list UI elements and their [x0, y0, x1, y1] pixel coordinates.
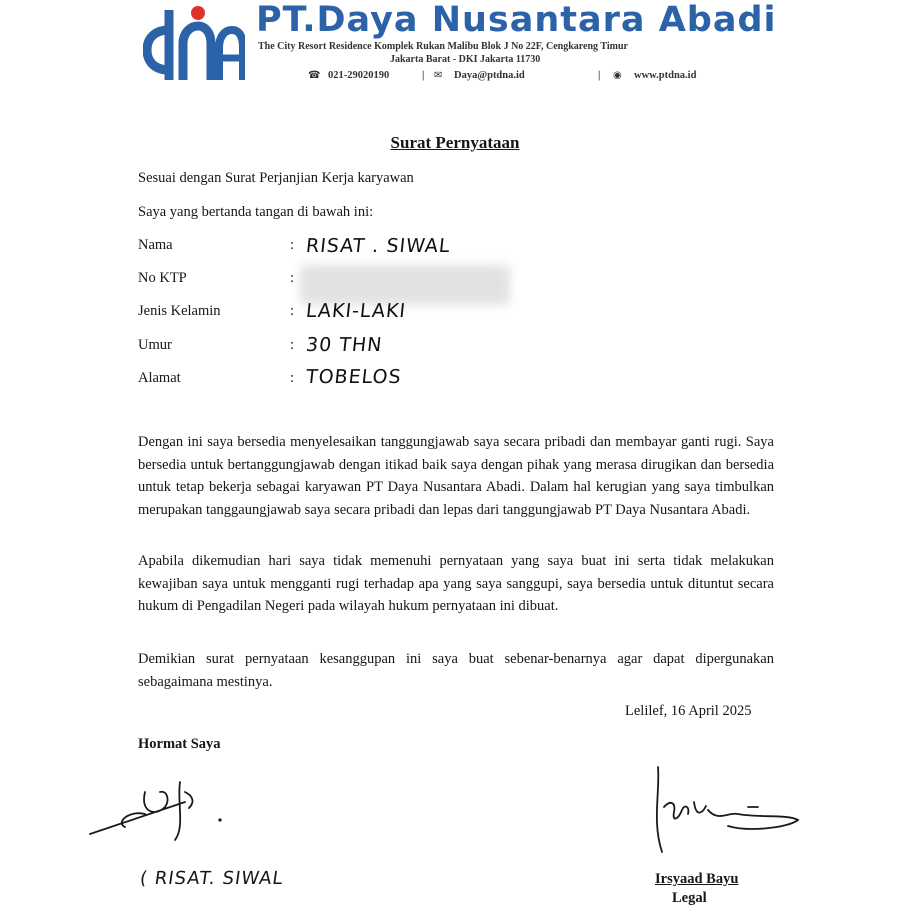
handwritten-age: 30 THN: [304, 334, 384, 356]
company-logo: [143, 4, 245, 84]
email-address: Daya@ptdna.id: [454, 70, 525, 81]
place-date: Lelilef, 16 April 2025: [625, 703, 752, 719]
signature-right: [648, 762, 818, 862]
field-colon: :: [290, 237, 295, 253]
handwritten-gender: LAKI-LAKI: [304, 300, 408, 322]
separator: |: [422, 70, 425, 81]
website: www.ptdna.id: [634, 70, 697, 81]
address-line-2: Jakarta Barat - DKI Jakarta 11730: [390, 54, 541, 65]
field-colon: :: [290, 270, 295, 286]
field-colon: :: [290, 337, 295, 353]
redacted-ktp-number: [300, 265, 510, 305]
phone-icon: ☎: [308, 70, 321, 81]
field-colon: :: [290, 303, 295, 319]
signer-left-name: ( RISAT. SIWAL: [138, 868, 285, 889]
signature-left: [85, 772, 235, 852]
intro-line-1: Sesuai dengan Surat Perjanjian Kerja karyawan: [138, 170, 414, 186]
address-line-1: The City Resort Residence Komplek Rukan Malibu Blok J No 22F, Cengkareng Timur: [258, 41, 628, 52]
handwritten-name: RISAT . SIWAL: [304, 235, 452, 257]
company-name: PT.Daya Nusantara Abadi: [256, 0, 777, 40]
closing-greeting: Hormat Saya: [138, 736, 221, 752]
handwritten-address: TOBELOS: [304, 366, 403, 388]
intro-line-2: Saya yang bertanda tangan di bawah ini:: [138, 204, 374, 220]
field-label-jenis-kelamin: Jenis Kelamin: [138, 303, 221, 319]
contact-row: [308, 70, 748, 86]
field-label-nama: Nama: [138, 237, 173, 253]
field-label-umur: Umur: [138, 337, 172, 353]
signer-right-role: Legal: [672, 890, 707, 906]
phone-number: 021-29020190: [328, 70, 390, 81]
signer-right-name: Irsyaad Bayu: [655, 871, 739, 887]
paragraph-3: Demikian surat pernyataan kesanggupan ini saya buat sebenar-benarnya agar dapat dipergunakan sebagaimana mestinya.: [138, 651, 774, 690]
field-label-ktp: No KTP: [138, 270, 187, 286]
paragraph-1: Dengan ini saya bersedia menyelesaikan tanggungjawab saya secara pribadi dan membayar ganti rugi. Saya bersedia untuk bertanggungjawab dengan itikad baik saya dengan pihak yang merasa dirugikan dan bersedia untuk tetap bekerja sebagai karyawan PT Daya Nusantara Abadi. Dalam hal kerugian yang saya timbulkan merupakan tanggaungjawab saya secara pribadi dan lepas dari tanggungjawab PT Daya Nusantara Abadi.: [138, 434, 774, 518]
paragraph-2: Apabila dikemudian hari saya tidak memenuhi pernyataan yang saya buat ini serta tidak melakukan kewajiban saya untuk mengganti rugi terhadap apa yang saya sanggupi, saya bersedia untuk dituntut secara hukum di Pengadilan Negeri pada wilayah hukum pernyataan ini dibuat.: [138, 553, 774, 615]
document-title: Surat Pernyataan: [390, 133, 520, 152]
separator: |: [598, 70, 601, 81]
field-colon: :: [290, 370, 295, 386]
field-label-alamat: Alamat: [138, 370, 181, 386]
mail-icon: ✉: [434, 70, 443, 81]
globe-icon: ◉: [613, 70, 622, 81]
